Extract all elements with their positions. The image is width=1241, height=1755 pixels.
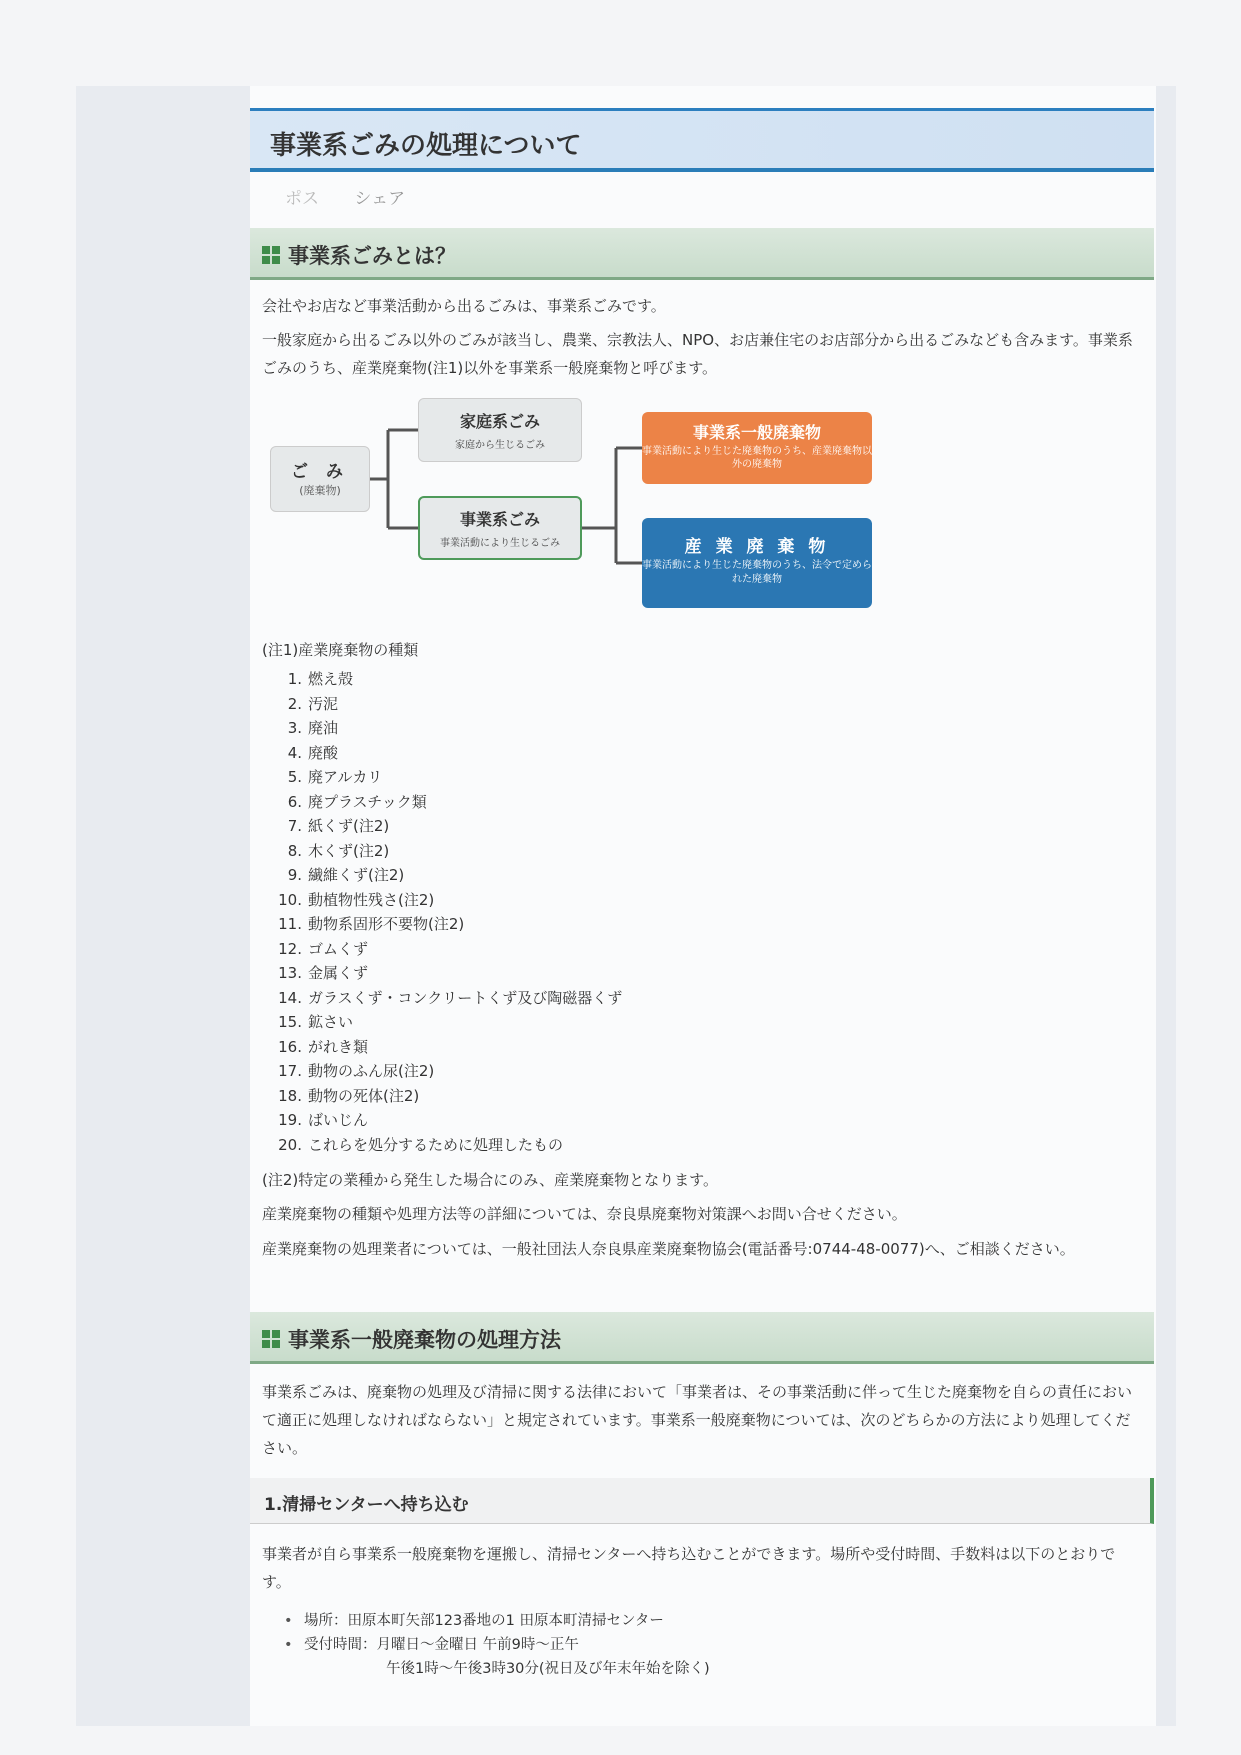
business-waste-title: 事業系ごみ (459, 510, 540, 529)
list-item (276, 888, 622, 913)
list-item-number: 3. (287, 719, 302, 737)
list-item (276, 961, 622, 986)
list-item (276, 839, 622, 864)
share-row (285, 184, 435, 209)
section-title: 事業系ごみとは？ (288, 244, 456, 268)
list-item-number: 5. (287, 768, 302, 786)
list-item-number: 2. (287, 694, 302, 713)
household-waste-box (418, 398, 582, 462)
page-title: 事業系ごみの処理について (270, 131, 582, 161)
list-item-text: 繊維くず(注2) (308, 866, 405, 884)
list-item-number: 14. (278, 988, 302, 1007)
list-item-number: 10. (278, 890, 302, 909)
list-item-text: 紙くず(注2) (308, 817, 390, 835)
list-item-number: 11. (278, 915, 302, 933)
share-button[interactable]: シェア (354, 189, 406, 209)
industrial-waste-title: 産 業 廃 棄 物 (684, 537, 830, 557)
list-item-number: 15. (278, 1013, 302, 1031)
section-heading-what-is (250, 228, 1154, 280)
business-waste-box (418, 496, 582, 560)
general-waste-box (642, 412, 872, 484)
business-waste-sub: 事業活動により生じるごみ (440, 538, 560, 549)
list-item-text: ガラスくず・コンクリートくず及び陶磁器くず (308, 988, 623, 1007)
list-item-text: 燃え殻 (308, 670, 354, 688)
paragraph: 事業者が自ら事業系一般廃棄物を運搬し、清掃センターへ持ち込むことができます。場所や受付時間、手数料は以下のとおりです。 (262, 1545, 1116, 1591)
list-item-text: 金属くず (308, 964, 369, 982)
list-item-text: 木くず(注2) (308, 841, 390, 860)
subsection-title: 1.清掃センターへ持ち込む (264, 1495, 469, 1515)
section-title: 事業系一般廃棄物の処理方法 (288, 1328, 561, 1352)
gomi-sub: (廃棄物) (299, 484, 341, 497)
list-item-number: 13. (278, 964, 302, 982)
gomi-title: ご み (291, 462, 349, 482)
list-item (276, 1108, 622, 1133)
list-item (276, 765, 622, 790)
list-item-text: 廃油 (308, 719, 339, 737)
list-item (276, 741, 622, 766)
list-item-number: 16. (278, 1037, 302, 1056)
note2: (注2)特定の業種から発生した場合にのみ、産業廃棄物となります。 (262, 1171, 718, 1189)
center-info-list (280, 1609, 710, 1681)
list-item-text: ゴムくず (308, 939, 369, 958)
list-item-text: 動物系固形不要物(注2) (308, 915, 465, 933)
list-item-text: これらを処分するために処理したもの (308, 1135, 564, 1154)
post-button[interactable]: ポス (285, 189, 319, 209)
list-item-text: 廃酸 (308, 743, 339, 762)
list-item (276, 790, 622, 815)
list-item-text: 動植物性残さ(注2) (308, 890, 435, 909)
list-item-text: 廃アルカリ (308, 768, 383, 786)
list-item (276, 1059, 622, 1084)
paragraph: 事業系ごみは、廃棄物の処理及び清掃に関する法律において「事業者は、その事業活動に伴って生じた廃棄物を自らの責任において適正に処理しなければならない」と規定されています。事業系一般廃棄物については、次のどちらかの方法により処理してください。 (262, 1383, 1133, 1457)
paragraph: 一般家庭から出るごみ以外のごみが該当し、農業、宗教法人、NPO、お店兼住宅のお店部分から出るごみなども含みます。事業系ごみのうち、産業廃棄物(注1)以外を事業系一般廃棄物と呼びます。 (262, 331, 1133, 377)
list-item-text: 動物の死体(注2) (308, 1086, 420, 1105)
household-waste-sub: 家庭から生じるごみ (455, 440, 545, 451)
subsection-heading (250, 1478, 1154, 1524)
list-item-number: 18. (278, 1086, 302, 1105)
list-item-text: 動物のふん尿(注2) (308, 1062, 435, 1080)
list-item (276, 1133, 622, 1158)
list-item-number: 6. (287, 792, 302, 811)
general-waste-title: 事業系一般廃棄物 (692, 423, 821, 442)
list-item (276, 912, 622, 937)
list-item-text: ばいじん (308, 1111, 369, 1129)
section-heading-disposal (250, 1312, 1154, 1364)
list-item (276, 937, 622, 962)
association-paragraph: 産業廃棄物の処理業者については、一般社団法人奈良県産業廃棄物協会(電話番号:0744-48-0077)へ、ご相談ください。 (262, 1240, 1075, 1258)
list-item (276, 1084, 622, 1109)
list-item-text: 鉱さい (308, 1013, 354, 1031)
hours-item-continued: 午後1時～午後3時30分(祝日及び年末年始を除く) (386, 1661, 710, 1677)
gomi-box (270, 446, 370, 512)
location-item: • 場所：田原本町矢部123番地の1 田原本町清掃センター (280, 1609, 710, 1633)
list-item-number: 8. (287, 841, 302, 860)
title-banner (250, 108, 1154, 172)
list-item (276, 692, 622, 717)
list-item-number: 9. (287, 866, 302, 884)
industrial-waste-list (276, 667, 622, 1157)
list-item (276, 667, 622, 692)
list-item-text: 汚泥 (308, 694, 339, 713)
hours-item: • 受付時間：月曜日～金曜日 午前9時～正午 (280, 1633, 710, 1657)
household-waste-title: 家庭系ごみ (459, 412, 540, 431)
list-item (276, 716, 622, 741)
inquiry-paragraph: 産業廃棄物の種類や処理方法等の詳細については、奈良県廃棄物対策課へお問い合せください。 (262, 1205, 907, 1223)
list-item-number: 7. (287, 817, 302, 835)
list-item (276, 986, 622, 1011)
list-item-number: 12. (278, 939, 302, 958)
heading-square-icon (262, 246, 280, 264)
list-item-text: 廃プラスチック類 (308, 792, 427, 811)
waste-classification-diagram (262, 398, 882, 620)
list-item (276, 863, 622, 888)
list-item (276, 814, 622, 839)
list-item (276, 1010, 622, 1035)
note1-title: (注1)産業廃棄物の種類 (262, 641, 419, 659)
paragraph: 会社やお店など事業活動から出るごみは、事業系ごみです。 (262, 297, 666, 315)
list-item-number: 1. (287, 670, 302, 688)
industrial-waste-sub: 事業活動により生じた廃棄物のうち、法令で定められた廃棄物 (642, 560, 872, 585)
list-item-text: がれき類 (308, 1037, 369, 1056)
list-item (276, 1035, 622, 1060)
list-item-number: 20. (278, 1135, 302, 1154)
list-item-number: 19. (278, 1111, 302, 1129)
list-item-number: 4. (287, 743, 302, 762)
industrial-waste-box (642, 518, 872, 608)
heading-square-icon (262, 1330, 280, 1348)
list-item-number: 17. (278, 1062, 302, 1080)
general-waste-sub: 事業活動により生じた廃棄物のうち、産業廃棄物以外の廃棄物 (642, 446, 872, 470)
